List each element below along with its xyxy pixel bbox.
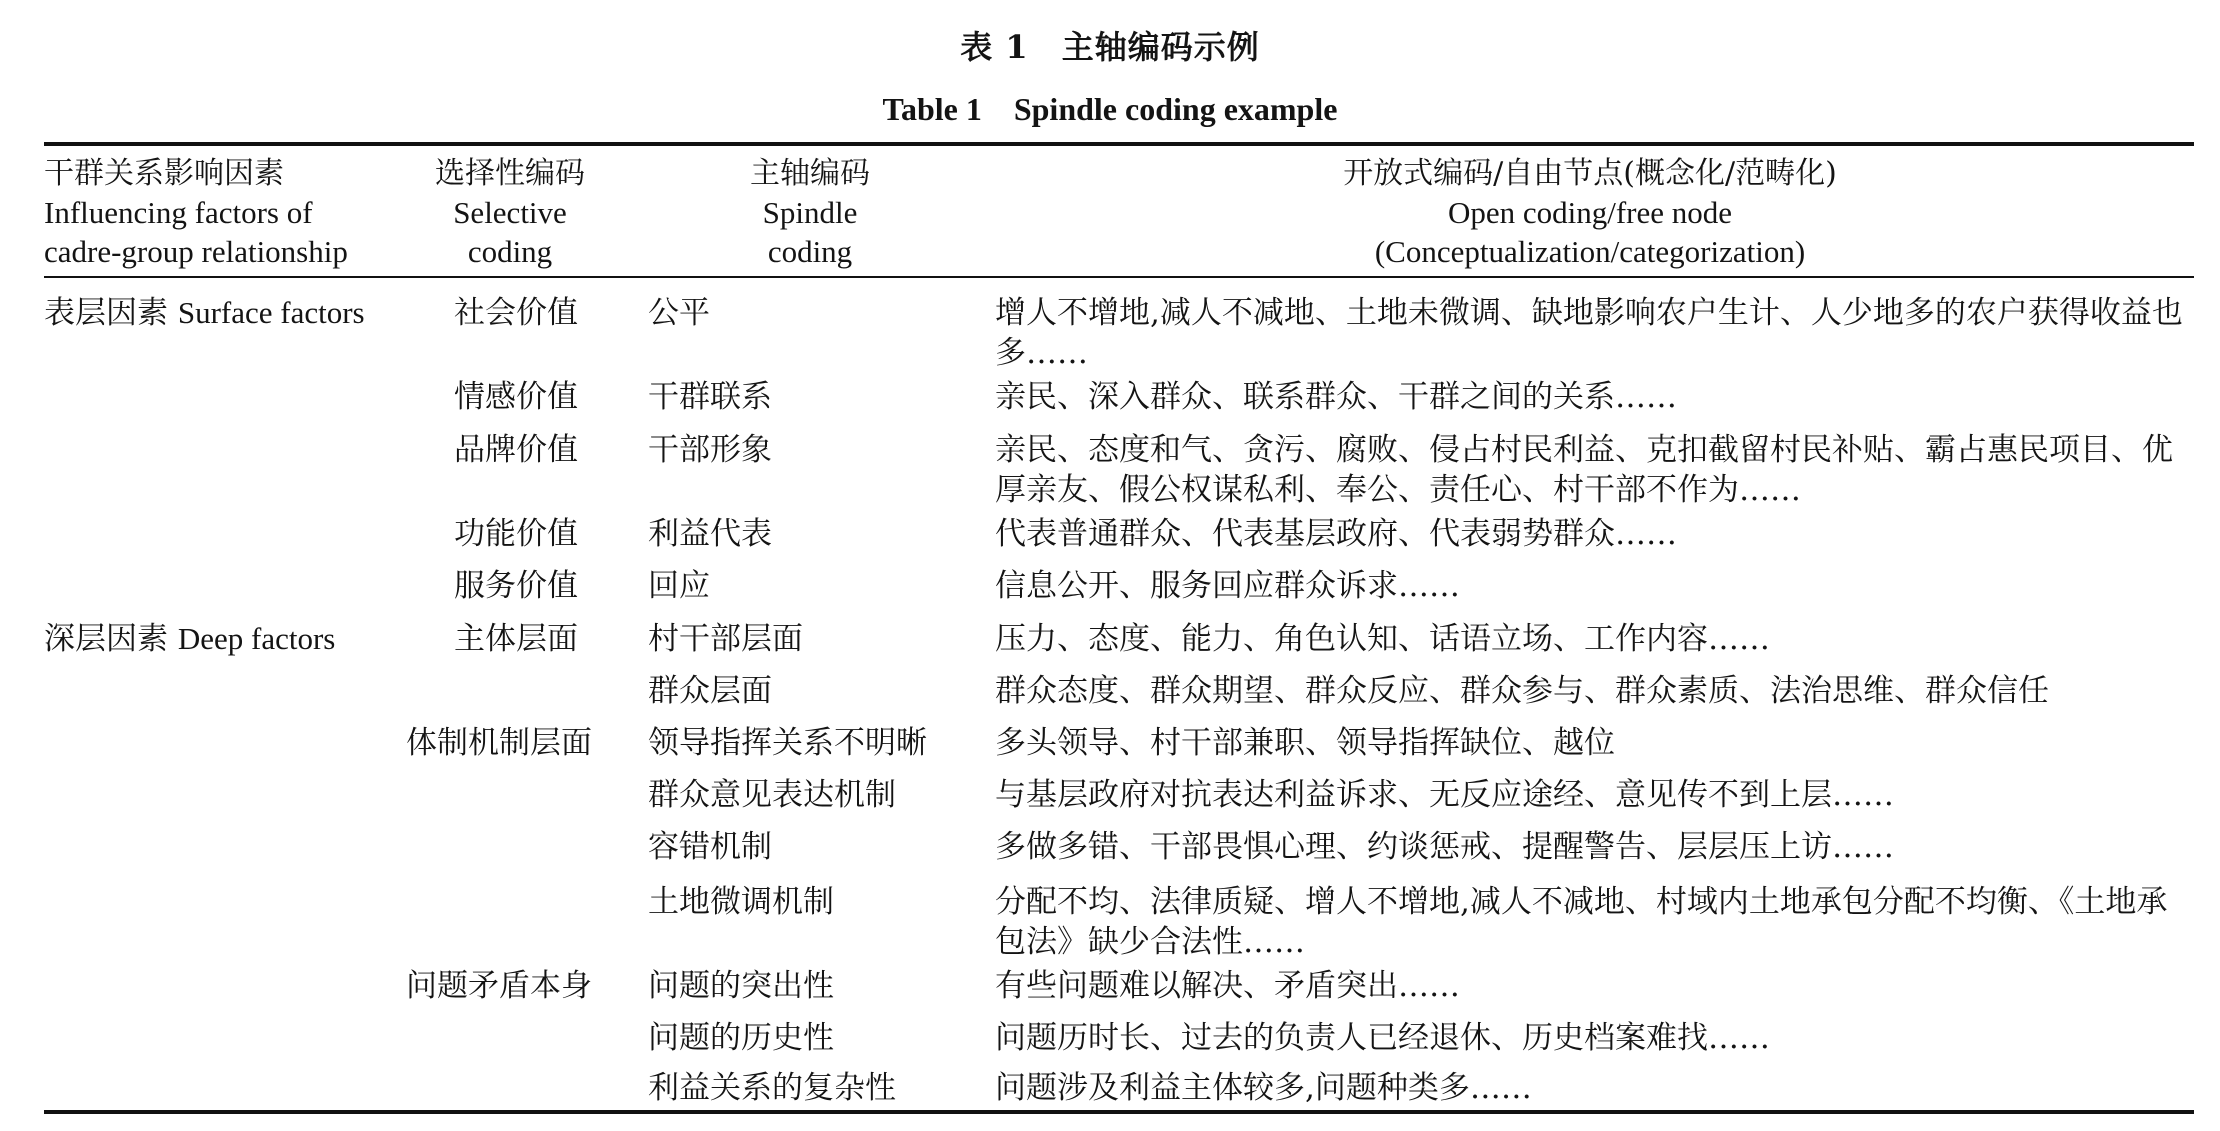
open-coding-cell: 代表普通群众、代表基层政府、代表弱势群众…… bbox=[995, 516, 1677, 552]
spindle-coding-cell: 干部形象 bbox=[648, 432, 772, 468]
header-open-coding bbox=[990, 154, 2190, 271]
table-title-cn: 表 1 主轴编码示例 bbox=[960, 28, 1260, 66]
header-en-line2: coding bbox=[467, 234, 553, 269]
selective-coding-cell: 社会价值 bbox=[454, 295, 578, 331]
group-surface-factors bbox=[44, 293, 365, 333]
spindle-coding-cell: 干群联系 bbox=[648, 379, 772, 415]
header-influencing-factors bbox=[44, 154, 404, 271]
header-en-line1: Influencing factors of bbox=[44, 195, 313, 230]
spindle-coding-cell: 领导指挥关系不明晰 bbox=[648, 725, 927, 761]
spindle-coding-cell: 问题的突出性 bbox=[648, 968, 834, 1004]
open-coding-cell: 有些问题难以解决、矛盾突出…… bbox=[995, 968, 1460, 1004]
selective-coding-cell: 情感价值 bbox=[454, 379, 578, 415]
open-coding-cell: 亲民、深入群众、联系群众、干群之间的关系…… bbox=[995, 379, 1677, 415]
open-coding-cell: 多做多错、干部畏惧心理、约谈惩戒、提醒警告、层层压上访…… bbox=[995, 829, 1894, 865]
open-coding-cell: 增人不增地,减人不减地、土地未微调、缺地影响农户生计、人少地多的农户获得收益也多…… bbox=[995, 295, 2183, 371]
group-label-cn: 表层因素 bbox=[44, 295, 168, 331]
spindle-coding-cell: 利益关系的复杂性 bbox=[648, 1070, 896, 1106]
top-rule bbox=[44, 142, 2194, 146]
open-coding-cell: 压力、态度、能力、角色认知、话语立场、工作内容…… bbox=[995, 621, 1770, 657]
table-title-en: Table 1 Spindle coding example bbox=[882, 91, 1338, 127]
spindle-coding-cell: 土地微调机制 bbox=[648, 884, 834, 920]
group-deep-factors bbox=[44, 619, 335, 659]
open-coding-cell: 问题涉及利益主体较多,问题种类多…… bbox=[995, 1070, 1532, 1106]
selective-coding-cell: 主体层面 bbox=[454, 621, 578, 657]
bottom-rule bbox=[44, 1110, 2194, 1114]
spindle-coding-cell: 问题的历史性 bbox=[648, 1020, 834, 1056]
header-cn: 干群关系影响因素 bbox=[44, 156, 284, 191]
header-en-line1: Spindle bbox=[762, 195, 858, 230]
spindle-coding-cell: 村干部层面 bbox=[648, 621, 803, 657]
group-label-en: Deep factors bbox=[177, 621, 336, 656]
selective-coding-cell: 品牌价值 bbox=[454, 432, 578, 468]
spindle-coding-cell: 公平 bbox=[648, 295, 710, 331]
selective-coding-cell: 体制机制层面 bbox=[406, 725, 592, 761]
header-cn: 选择性编码 bbox=[435, 156, 585, 191]
header-en-line2: coding bbox=[767, 234, 853, 269]
open-coding-cell: 多头领导、村干部兼职、领导指挥缺位、越位 bbox=[995, 725, 1615, 761]
header-cn: 开放式编码/自由节点(概念化/范畴化) bbox=[1343, 156, 1837, 191]
open-coding-cell: 分配不均、法律质疑、增人不增地,减人不减地、村域内土地承包分配不均衡、《土地承包法》缺少合法性…… bbox=[995, 884, 2168, 960]
header-en-line1: Selective bbox=[453, 195, 567, 230]
header-cn: 主轴编码 bbox=[750, 156, 870, 191]
open-coding-cell: 亲民、态度和气、贪污、腐败、侵占村民利益、克扣截留村民补贴、霸占惠民项目、优厚亲友、假公权谋私利、奉公、责任心、村干部不作为…… bbox=[995, 432, 2173, 508]
header-rule bbox=[44, 276, 2194, 278]
group-label-cn: 深层因素 bbox=[44, 621, 168, 657]
group-label-en: Surface factors bbox=[177, 295, 365, 330]
header-en-line2: (Conceptualization/categorization) bbox=[1374, 234, 1806, 269]
spindle-coding-cell: 利益代表 bbox=[648, 516, 772, 552]
open-coding-cell: 群众态度、群众期望、群众反应、群众参与、群众素质、法治思维、群众信任 bbox=[995, 673, 2049, 709]
header-en-line2: cadre-group relationship bbox=[44, 234, 348, 269]
header-spindle-coding bbox=[680, 154, 940, 271]
open-coding-cell: 问题历时长、过去的负责人已经退休、历史档案难找…… bbox=[995, 1020, 1770, 1056]
spindle-coding-cell: 容错机制 bbox=[648, 829, 772, 865]
header-selective-coding bbox=[400, 154, 620, 271]
spindle-coding-cell: 回应 bbox=[648, 568, 710, 604]
header-en-line1: Open coding/free node bbox=[1447, 195, 1733, 230]
selective-coding-cell: 服务价值 bbox=[454, 568, 578, 604]
selective-coding-cell: 功能价值 bbox=[454, 516, 578, 552]
open-coding-cell: 与基层政府对抗表达利益诉求、无反应途经、意见传不到上层…… bbox=[995, 777, 1894, 813]
open-coding-cell: 信息公开、服务回应群众诉求…… bbox=[995, 568, 1460, 604]
selective-coding-cell: 问题矛盾本身 bbox=[406, 968, 592, 1004]
spindle-coding-cell: 群众层面 bbox=[648, 673, 772, 709]
spindle-coding-cell: 群众意见表达机制 bbox=[648, 777, 896, 813]
